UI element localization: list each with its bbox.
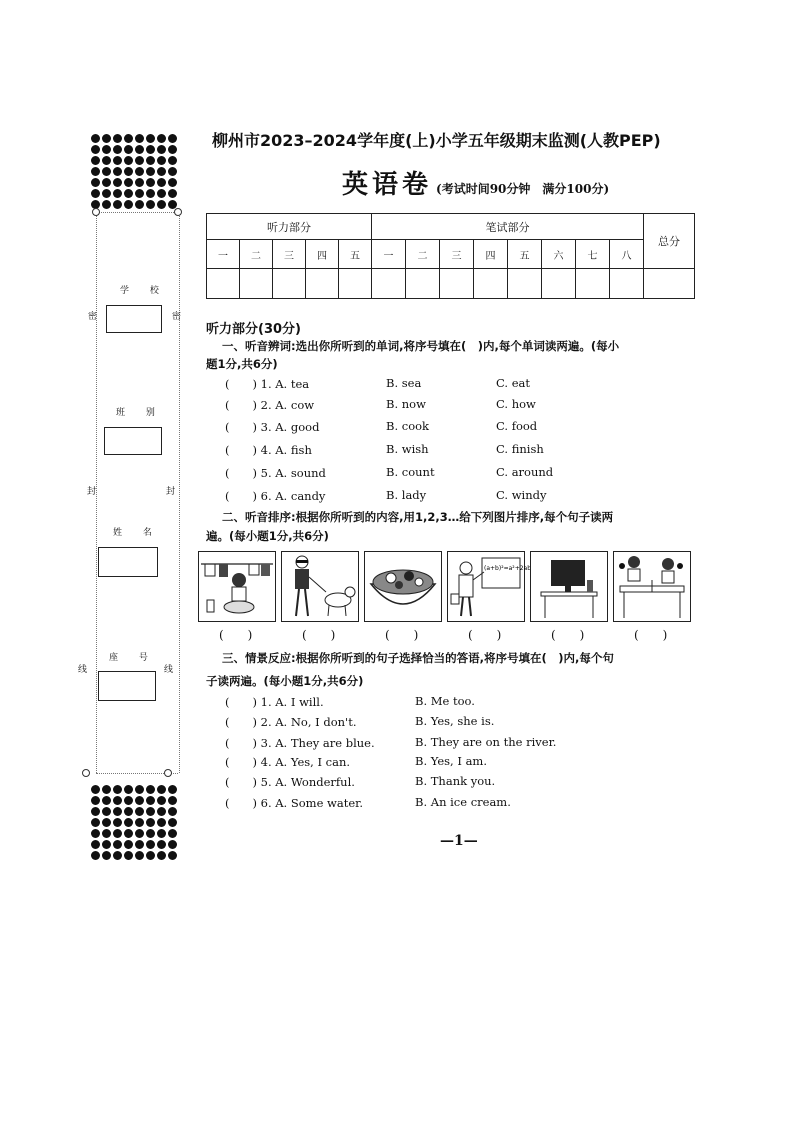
option-a: ( ) 6. A. candy	[225, 489, 326, 503]
dot	[124, 178, 133, 187]
dot	[113, 818, 122, 827]
dot	[135, 200, 144, 209]
dot	[146, 134, 155, 143]
dot	[146, 167, 155, 176]
answer-blank[interactable]: ( )	[219, 628, 253, 642]
bottom-dot-pattern	[90, 784, 178, 861]
dot	[168, 840, 177, 849]
dot	[157, 189, 166, 198]
dot	[135, 134, 144, 143]
dot	[113, 167, 122, 176]
dot	[168, 134, 177, 143]
option-b: B. Yes, she is.	[415, 714, 495, 728]
option-a: ( ) 6. A. Some water.	[225, 796, 364, 810]
dot	[146, 818, 155, 827]
dot	[91, 807, 100, 816]
option-c: C. windy	[496, 488, 547, 502]
dot	[135, 829, 144, 838]
score-cell[interactable]	[610, 269, 644, 299]
dot	[157, 785, 166, 794]
dot	[113, 178, 122, 187]
score-col-header: 八	[610, 240, 644, 269]
option-b: B. Yes, I am.	[415, 754, 487, 768]
binding-hole-icon	[92, 208, 100, 216]
option-b: B. lady	[386, 488, 427, 502]
dot	[124, 145, 133, 154]
option-b: B. Thank you.	[415, 774, 496, 788]
option-b: B. sea	[386, 376, 422, 390]
dot	[168, 145, 177, 154]
dot	[91, 851, 100, 860]
dot	[102, 145, 111, 154]
dot	[102, 178, 111, 187]
part3-instruction: 三、情景反应:根据你所听到的句子选择恰当的答语,将序号填在( )内,每个句	[222, 651, 614, 665]
dot	[102, 200, 111, 209]
dot	[157, 167, 166, 176]
dot	[146, 156, 155, 165]
dot	[102, 818, 111, 827]
dot	[113, 200, 122, 209]
dot	[102, 807, 111, 816]
dot	[124, 200, 133, 209]
listening-header: 听力部分	[207, 214, 372, 240]
answer-blank[interactable]: ( )	[385, 628, 419, 642]
score-col-header: 三	[273, 240, 306, 269]
dot	[157, 818, 166, 827]
dot	[168, 178, 177, 187]
dot	[135, 807, 144, 816]
dot	[168, 189, 177, 198]
dot	[124, 167, 133, 176]
dot	[91, 796, 100, 805]
score-cell[interactable]	[576, 269, 610, 299]
part2-instruction-cont: 遍。(每小题1分,共6分)	[206, 529, 329, 543]
dot	[124, 829, 133, 838]
score-col-header: 二	[406, 240, 440, 269]
dot	[146, 178, 155, 187]
binding-hole-icon	[82, 769, 90, 777]
dot	[135, 785, 144, 794]
dot	[146, 796, 155, 805]
name-label: 姓 名	[113, 528, 161, 538]
binding-top-line	[96, 212, 178, 213]
dot	[124, 156, 133, 165]
dot	[157, 840, 166, 849]
part3-instruction-cont: 子读两遍。(每小题1分,共6分)	[206, 674, 364, 688]
dot	[113, 156, 122, 165]
dot	[91, 829, 100, 838]
dot	[124, 189, 133, 198]
dot	[91, 189, 100, 198]
dot	[113, 807, 122, 816]
option-a: ( ) 4. A. fish	[225, 443, 312, 457]
option-c: C. around	[496, 465, 554, 479]
score-col-header: 二	[240, 240, 273, 269]
dot	[113, 851, 122, 860]
dot	[135, 840, 144, 849]
option-b: B. wish	[386, 442, 429, 456]
listening-heading: 听力部分(30分)	[206, 322, 301, 337]
dot	[168, 796, 177, 805]
dot	[91, 167, 100, 176]
option-a: ( ) 3. A. They are blue.	[225, 736, 375, 750]
school-label: 学 校	[120, 286, 168, 296]
dot	[113, 134, 122, 143]
score-cell[interactable]	[339, 269, 372, 299]
score-col-header: 一	[207, 240, 240, 269]
score-col-header: 五	[508, 240, 542, 269]
dot	[157, 156, 166, 165]
option-a: ( ) 2. A. No, I don't.	[225, 715, 357, 729]
seal-mark: 线	[78, 665, 88, 675]
exam-subtitle	[342, 164, 609, 201]
seal-mark: 密	[88, 312, 98, 322]
dot	[124, 840, 133, 849]
binding-hole-icon	[164, 769, 172, 777]
dot	[124, 134, 133, 143]
score-col-header: 三	[440, 240, 474, 269]
dot	[157, 145, 166, 154]
dot	[168, 851, 177, 860]
dot	[168, 807, 177, 816]
picture-salad-bowl	[364, 551, 442, 622]
dot	[135, 796, 144, 805]
dot	[168, 156, 177, 165]
score-cell[interactable]	[306, 269, 339, 299]
score-cell[interactable]	[240, 269, 273, 299]
score-col-header: 五	[339, 240, 372, 269]
dot	[91, 785, 100, 794]
answer-blank[interactable]: ( )	[551, 628, 585, 642]
seal-mark: 封	[87, 487, 97, 497]
score-cell[interactable]	[406, 269, 440, 299]
dot	[102, 785, 111, 794]
dot	[157, 851, 166, 860]
score-col-header: 四	[474, 240, 508, 269]
dot	[135, 167, 144, 176]
dot	[102, 156, 111, 165]
dot	[102, 167, 111, 176]
dot	[135, 851, 144, 860]
option-a: ( ) 2. A. cow	[225, 398, 315, 412]
option-a: ( ) 3. A. good	[225, 420, 320, 434]
dot	[113, 189, 122, 198]
picture-man-with-dog	[281, 551, 359, 622]
dot	[102, 851, 111, 860]
score-cell[interactable]	[440, 269, 474, 299]
dot	[113, 829, 122, 838]
dot	[135, 145, 144, 154]
score-col-header: 七	[576, 240, 610, 269]
option-c: C. eat	[496, 376, 530, 390]
dot	[124, 851, 133, 860]
top-dot-pattern	[90, 133, 178, 210]
page-number: —1—	[440, 833, 478, 849]
score-cell[interactable]	[273, 269, 306, 299]
dot	[102, 840, 111, 849]
picture-ping-pong	[613, 551, 691, 622]
answer-blank[interactable]: ( )	[302, 628, 336, 642]
blackboard-formula: (a+b)²=a²+2ab	[484, 565, 532, 572]
total-header: 总分	[644, 214, 695, 269]
option-a: ( ) 1. A. I will.	[225, 695, 324, 709]
dot	[124, 785, 133, 794]
part1-instruction: 一、听音辨词:选出你所听到的单词,将序号填在( )内,每个单词读两遍。(每小	[222, 339, 620, 353]
part1-instruction-cont: 题1分,共6分)	[206, 357, 278, 371]
dot	[102, 796, 111, 805]
dot	[146, 807, 155, 816]
exam-info: (考试时间90分钟 满分100分)	[436, 182, 610, 196]
dot	[157, 829, 166, 838]
dot	[157, 178, 166, 187]
picture-computer	[530, 551, 608, 622]
score-cell[interactable]	[474, 269, 508, 299]
dot	[135, 156, 144, 165]
dot	[135, 178, 144, 187]
dot	[168, 818, 177, 827]
dot	[113, 145, 122, 154]
option-b: B. now	[386, 397, 426, 411]
dot	[146, 840, 155, 849]
score-cell[interactable]	[207, 269, 240, 299]
seal-mark: 密	[172, 312, 182, 322]
dot	[146, 829, 155, 838]
dot	[91, 134, 100, 143]
option-a: ( ) 5. A. Wonderful.	[225, 775, 355, 789]
dot	[91, 840, 100, 849]
dot	[91, 156, 100, 165]
class-label: 班 别	[116, 408, 164, 418]
dot	[91, 818, 100, 827]
total-score-cell[interactable]	[644, 269, 695, 299]
dot	[146, 145, 155, 154]
dot	[124, 807, 133, 816]
option-b: B. cook	[386, 419, 430, 433]
dot	[102, 829, 111, 838]
name-field[interactable]	[98, 547, 158, 577]
option-b: B. count	[386, 465, 435, 479]
picture-teacher-blackboard	[447, 551, 532, 622]
option-c: C. how	[496, 397, 536, 411]
option-a: ( ) 4. A. Yes, I can.	[225, 755, 351, 769]
option-a: ( ) 1. A. tea	[225, 377, 310, 391]
dot	[113, 840, 122, 849]
option-b: B. They are on the river.	[415, 735, 557, 749]
school-field[interactable]	[106, 305, 162, 333]
seat-field[interactable]	[98, 671, 156, 701]
dot	[124, 796, 133, 805]
exam-title: 柳州市2023–2024学年度(上)小学五年级期末监测(人教PEP)	[212, 131, 661, 150]
dot	[146, 189, 155, 198]
score-cell[interactable]	[372, 269, 406, 299]
dot	[135, 189, 144, 198]
seat-label: 座 号	[109, 653, 157, 663]
dot	[113, 785, 122, 794]
score-table	[206, 213, 695, 299]
picture-washing-clothes	[198, 551, 276, 622]
dot	[146, 851, 155, 860]
dot	[102, 134, 111, 143]
answer-blank[interactable]: ( )	[634, 628, 668, 642]
option-b: B. An ice cream.	[415, 795, 511, 809]
score-cell[interactable]	[542, 269, 576, 299]
seal-mark: 线	[164, 665, 174, 675]
dot	[168, 167, 177, 176]
dot	[157, 807, 166, 816]
dot	[113, 796, 122, 805]
dot	[157, 134, 166, 143]
class-field[interactable]	[104, 427, 162, 455]
dot	[91, 145, 100, 154]
subject-title: 英语卷	[342, 170, 433, 200]
dot	[102, 189, 111, 198]
dot	[146, 785, 155, 794]
dot	[91, 178, 100, 187]
option-a: ( ) 5. A. sound	[225, 466, 326, 480]
score-cell[interactable]	[508, 269, 542, 299]
score-col-header: 一	[372, 240, 406, 269]
option-c: C. food	[496, 419, 538, 433]
dot	[168, 785, 177, 794]
written-header: 笔试部分	[372, 214, 644, 240]
seal-mark: 封	[166, 487, 176, 497]
score-col-header: 六	[542, 240, 576, 269]
answer-blank[interactable]: ( )	[468, 628, 502, 642]
binding-hole-icon	[174, 208, 182, 216]
option-b: B. Me too.	[415, 694, 475, 708]
dot	[157, 200, 166, 209]
dot	[157, 796, 166, 805]
dot	[168, 829, 177, 838]
dot	[124, 818, 133, 827]
part2-instruction: 二、听音排序:根据你所听到的内容,用1,2,3…给下列图片排序,每个句子读两	[222, 510, 614, 524]
dot	[146, 200, 155, 209]
dot	[135, 818, 144, 827]
option-c: C. finish	[496, 442, 544, 456]
score-col-header: 四	[306, 240, 339, 269]
